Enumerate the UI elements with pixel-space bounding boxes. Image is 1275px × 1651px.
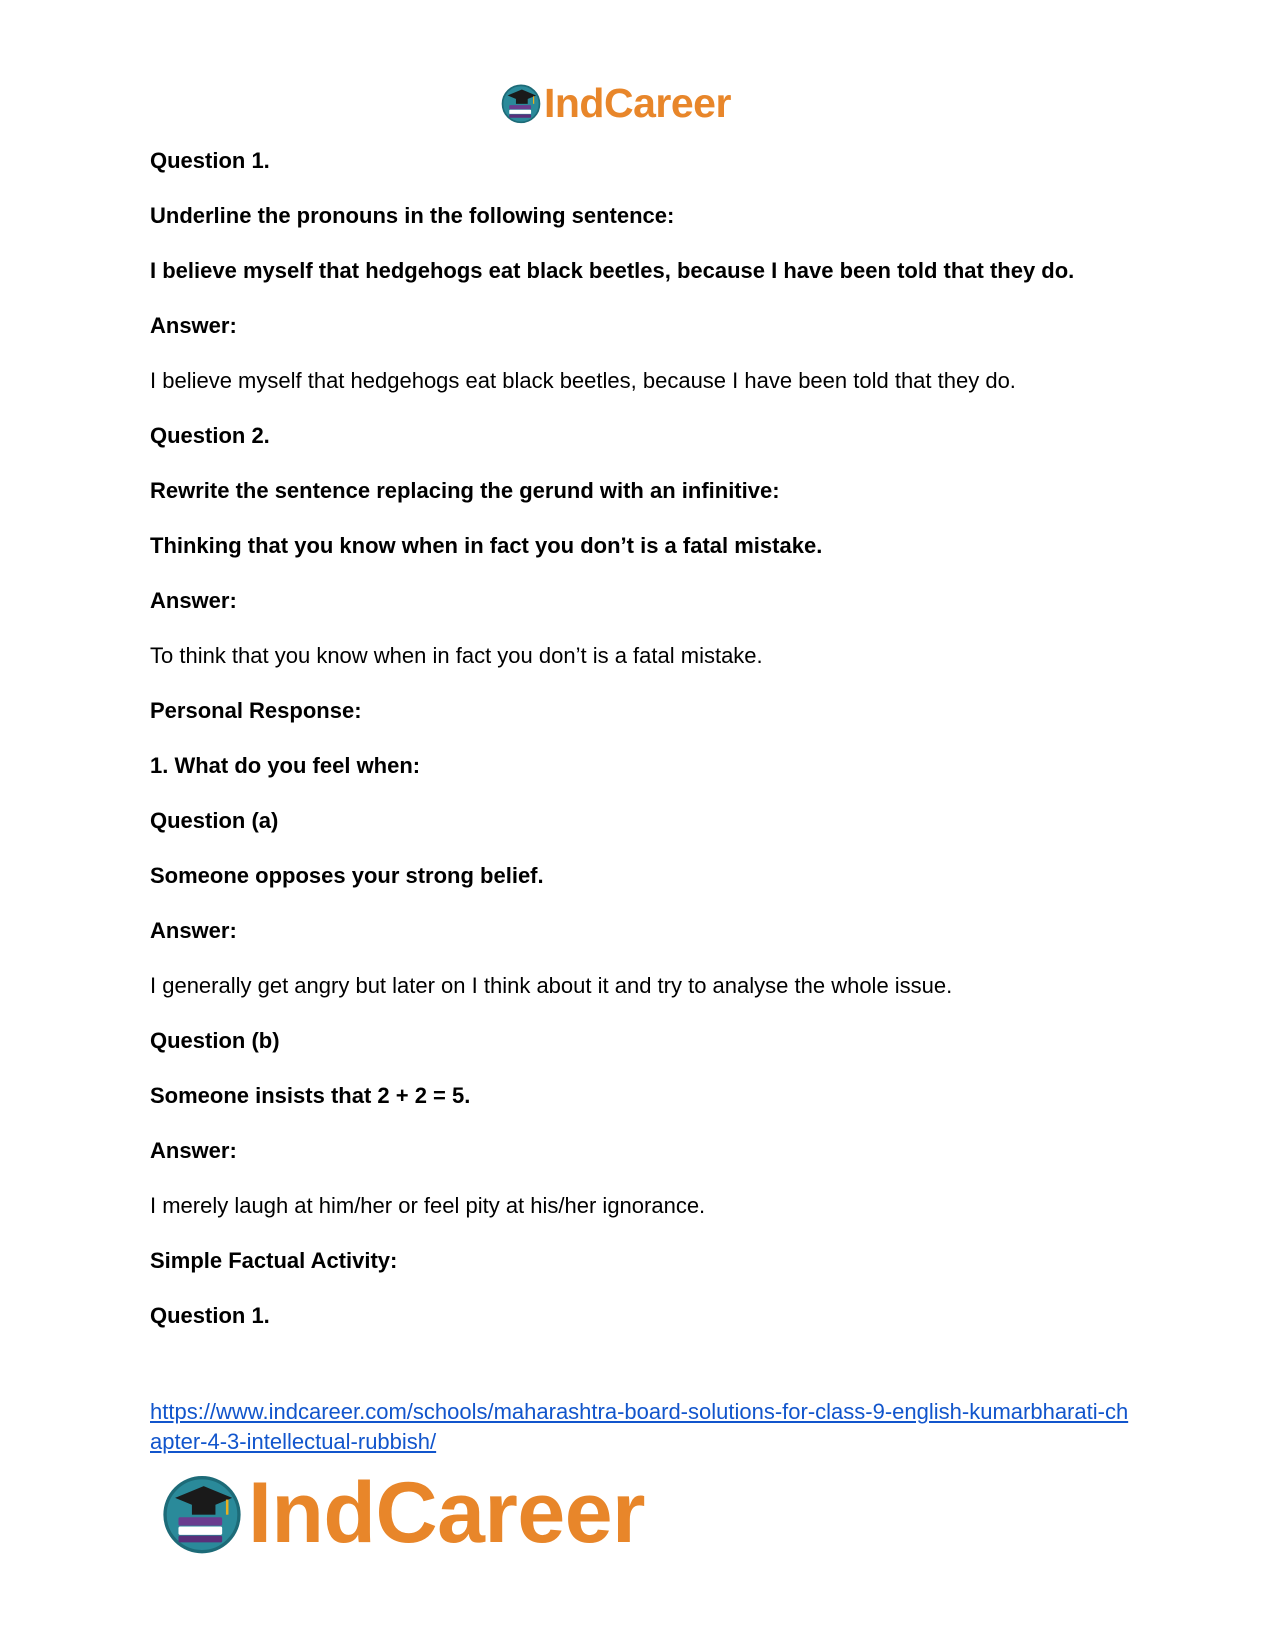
graduation-cap-book-icon: [160, 1471, 244, 1555]
answer-label: Answer:: [150, 588, 237, 613]
answer-label: Answer:: [150, 918, 237, 943]
section-heading: Personal Response:: [150, 698, 362, 723]
question-heading: Question 1.: [150, 1303, 270, 1328]
answer-text: I generally get angry but later on I think about it and try to analyse the whole issue.: [150, 973, 953, 998]
answer-label: Answer:: [150, 313, 237, 338]
question-sentence: Thinking that you know when in fact you don’t is a fatal mistake.: [150, 533, 823, 558]
instruction-text: Underline the pronouns in the following sentence:: [150, 203, 675, 228]
answer-text: I believe myself that hedgehogs eat black beetles, because I have been told that they do.: [150, 368, 1016, 393]
instruction-text: Rewrite the sentence replacing the gerund with an infinitive:: [150, 478, 780, 503]
question-sentence: Someone opposes your strong belief.: [150, 863, 544, 888]
logo-text: IndCareer: [248, 1465, 645, 1561]
document-body: [150, 148, 1150, 1358]
footer-logo: [160, 1465, 645, 1561]
graduation-cap-book-icon: [500, 82, 542, 124]
question-heading: Question (a): [150, 808, 279, 833]
question-heading: Question 2.: [150, 423, 270, 448]
question-heading: Question (b): [150, 1028, 280, 1053]
question-sentence: I believe myself that hedgehogs eat black beetles, because I have been told that they do.: [150, 258, 1075, 283]
question-sentence: Someone insists that 2 + 2 = 5.: [150, 1083, 471, 1108]
answer-text: To think that you know when in fact you don’t is a fatal mistake.: [150, 643, 763, 668]
answer-text: I merely laugh at him/her or feel pity at his/her ignorance.: [150, 1193, 706, 1218]
instruction-text: 1. What do you feel when:: [150, 753, 421, 778]
header-logo: [500, 80, 731, 126]
section-heading: Simple Factual Activity:: [150, 1248, 398, 1273]
answer-label: Answer:: [150, 1138, 237, 1163]
logo-text: IndCareer: [544, 80, 731, 126]
question-heading: Question 1.: [150, 148, 270, 173]
source-link[interactable]: https://www.indcareer.com/schools/maharashtra-board-solutions-for-class-9-english-kumarbharati-chapter-4-3-intellectual-rubbish/: [150, 1399, 1129, 1454]
